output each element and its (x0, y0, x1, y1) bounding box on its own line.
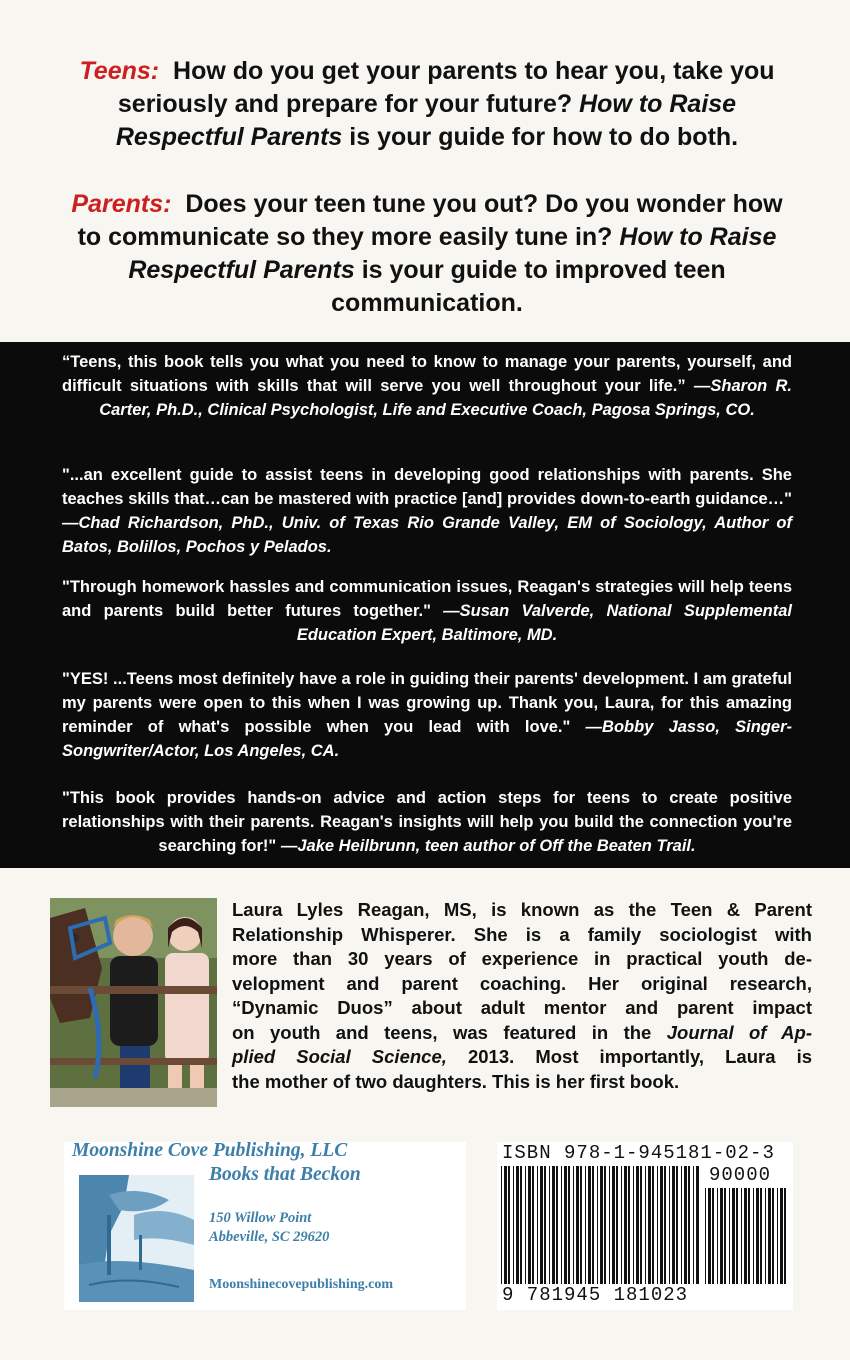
ean-digits: 9 781945 181023 (502, 1284, 689, 1306)
author-bio (232, 898, 812, 1094)
bio-line: Laura Lyles Reagan, MS, is known as the Teen & Parent (232, 899, 812, 920)
quote-text: "This book provides hands-on advice and action steps for teens to create positive relationships with their parents. Reagan's insights will help you build the connection you're searching for!" (62, 789, 792, 855)
quote-text: “Teens, this book tells you what you need to know to manage your parents, yourself, and difficult situations with skills that will serve you well throughout your life.” (62, 353, 792, 395)
author-photo-illustration (50, 898, 217, 1107)
publisher-tagline: Books that Beckon (209, 1164, 361, 1185)
publisher-box (64, 1142, 466, 1310)
quote-text: "...an excellent guide to assist teens in developing good relationships with parents. She teaches skills that…can be mastered with practice [and] provides down-to-earth guidance…" (62, 466, 792, 508)
testimonial-quote (62, 350, 792, 422)
bio-line: the mother of two daughters. This is her first book. (232, 1070, 680, 1092)
bio-line: Relationship Whisperer. She is a family sociologist with (232, 923, 812, 945)
quote-attribution: —Susan Valverde, National Supplemental Education Expert, Baltimore, MD. (296, 602, 793, 644)
publisher-address-line2: Abbeville, SC 29620 (209, 1229, 330, 1245)
journal-title-cont: plied Social Science, (232, 1046, 447, 1067)
parents-intro (62, 188, 792, 320)
bio-line: “Dynamic Duos” about adult mentor and parent impact (232, 997, 812, 1018)
teens-intro (62, 55, 792, 154)
quote-attribution: —Sharon R. Carter, Ph.D., Clinical Psychologist, Life and Executive Coach, Pagosa Springs, CO. (99, 377, 792, 419)
teens-book-title: How to Raise Respectful Parents (115, 90, 737, 151)
cove-illustration-icon (79, 1175, 194, 1302)
bio-line (232, 1045, 812, 1070)
quote-attribution: —Chad Richardson, PhD., Univ. of Texas Rio Grande Valley, EM of Sociology, Author of Batos, Bolillos, Pochos y Pelados. (62, 514, 792, 556)
testimonial-quote (62, 463, 792, 559)
author-photo (50, 898, 217, 1107)
testimonial-quote (62, 575, 792, 647)
bio-line (232, 1021, 812, 1046)
quote-text: "Through homework hassles and communication issues, Reagan's strategies will help teens and parents build better futures together." (62, 578, 792, 620)
quote-attribution: —Jake Heilbrunn, teen author of Off the Beaten Trail. (280, 837, 696, 855)
bio-text: 2013. Most importantly, Laura is (467, 1046, 813, 1067)
teens-lead: Teens: (79, 57, 160, 85)
bio-line: velopment and parent coaching. Her original research, (232, 972, 812, 994)
ean-barcode-icon (499, 1166, 701, 1286)
addon-barcode-icon (703, 1188, 789, 1286)
teens-text-a: How do you get your parents to hear you, take you seriously and prepare for your future? (117, 57, 775, 118)
publisher-address-line1: 150 Willow Point (209, 1210, 312, 1226)
testimonial-quote (62, 786, 792, 858)
quote-attribution: —Bobby Jasso, Singer-Songwriter/Actor, Los Angeles, CA. (62, 718, 792, 760)
publisher-illustration (79, 1175, 194, 1302)
bio-text: on youth and teens, was featured in the (232, 1021, 652, 1043)
parents-book-title: How to Raise Respectful Parents (128, 223, 777, 284)
publisher-name: Moonshine Cove Publishing, LLC (72, 1140, 348, 1161)
teens-text-b: is your guide for how to do both. (349, 123, 739, 151)
testimonial-quote (62, 667, 792, 763)
publisher-url: Moonshinecovepublishing.com (209, 1277, 393, 1292)
price-code: 90000 (709, 1164, 772, 1186)
isbn-number: ISBN 978-1-945181-02-3 (502, 1142, 775, 1164)
parents-lead: Parents: (71, 190, 172, 218)
barcode-box (497, 1142, 793, 1310)
quote-text: "YES! ...Teens most definitely have a role in guiding their parents' development. I am grateful my parents were open to this when I was growing up. Thank you, Laura, for this amazing reminder of what's possible when you lead with love." (62, 670, 792, 736)
bio-line: more than 30 years of experience in practical youth de- (232, 948, 812, 969)
journal-title: Journal of Ap- (666, 1021, 813, 1043)
parents-text-a: Does your teen tune you out? Do you wonder how to communicate so they more easily tune in? (77, 190, 783, 251)
parents-text-b: is your guide to improved teen communication. (331, 256, 726, 317)
